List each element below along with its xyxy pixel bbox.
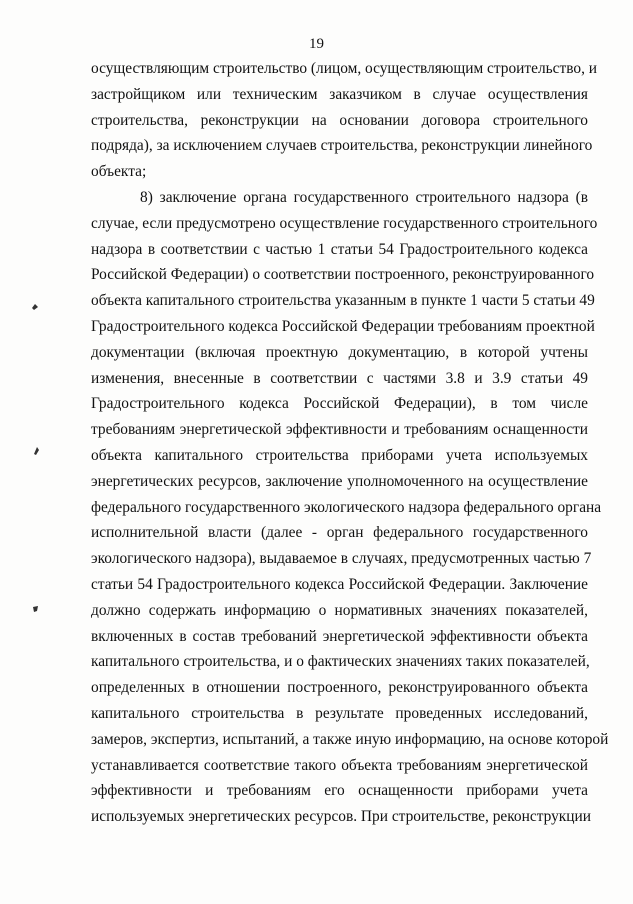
- text-line: включенных в состав требований энергетической эффективности объекта: [91, 627, 588, 645]
- text-line: должно содержать информацию о нормативных значениях показателей,: [91, 601, 588, 619]
- text-line: федерального государственного экологического надзора федерального органа: [91, 498, 602, 516]
- text-line: подряда), за исключением случаев строительства, реконструкции линейного: [91, 137, 593, 155]
- scan-mark-icon: [30, 302, 40, 312]
- body-text: [91, 56, 609, 830]
- text-line: статьи 54 Градостроительного кодекса Российской Федерации. Заключение: [91, 575, 588, 593]
- text-line: энергетических ресурсов, заключение уполномоченного на осуществление: [91, 472, 588, 490]
- scan-mark-icon: [31, 604, 41, 614]
- text-line: осуществляющим строительство (лицом, осуществляющим строительство, и: [91, 60, 598, 77]
- text-line: изменения, внесенные в соответствии с частями 3.8 и 3.9 статьи 49: [91, 369, 588, 387]
- text-line: 8) заключение органа государственного строительного надзора (в: [140, 188, 588, 206]
- text-line: устанавливается соответствие такого объекта требованиям энергетической: [91, 756, 588, 774]
- text-line: эффективности и требованиям его оснащенности приборами учета: [91, 782, 588, 800]
- text-line: застройщиком или техническим заказчиком в случае осуществления: [91, 85, 588, 103]
- text-line: Градостроительного кодекса Российской Федерации требованиям проектной: [91, 317, 595, 335]
- text-line: замеров, экспертиз, испытаний, а также иную информацию, на основе которой: [91, 730, 609, 748]
- text-line: строительства, реконструкции на основании договора строительного: [91, 111, 588, 129]
- text-line: объекта;: [91, 163, 147, 181]
- text-line: объекта капитального строительства приборами учета используемых: [91, 446, 588, 464]
- scan-mark-icon: [31, 446, 41, 456]
- text-line: требованиям энергетической эффективности и требованиям оснащенности: [91, 421, 588, 439]
- page-number: 19: [309, 36, 324, 52]
- text-line: Градостроительного кодекса Российской Федерации), в том числе: [91, 395, 588, 413]
- text-line: Российской Федерации) о соответствии построенного, реконструированного: [91, 266, 595, 284]
- text-line: экологического надзора), выдаваемое в случаях, предусмотренных частью 7: [91, 550, 592, 568]
- text-line: объекта капитального строительства указанным в пункте 1 части 5 статьи 49: [91, 292, 595, 310]
- text-line: случае, если предусмотрено осуществление государственного строительного: [91, 214, 598, 232]
- text-line: документации (включая проектную документацию, в которой учтены: [91, 343, 588, 361]
- text-line: капитального строительства в результате проведенных исследований,: [91, 704, 588, 722]
- text-line: используемых энергетических ресурсов. При строительстве, реконструкции: [91, 808, 591, 826]
- text-line: исполнительной власти (далее - орган федерального государственного: [91, 524, 588, 542]
- text-line: определенных в отношении построенного, реконструированного объекта: [91, 679, 588, 697]
- text-line: надзора в соответствии с частью 1 статьи 54 Градостроительного кодекса: [91, 240, 588, 258]
- text-line: капитального строительства, и о фактических значениях таких показателей,: [91, 653, 590, 671]
